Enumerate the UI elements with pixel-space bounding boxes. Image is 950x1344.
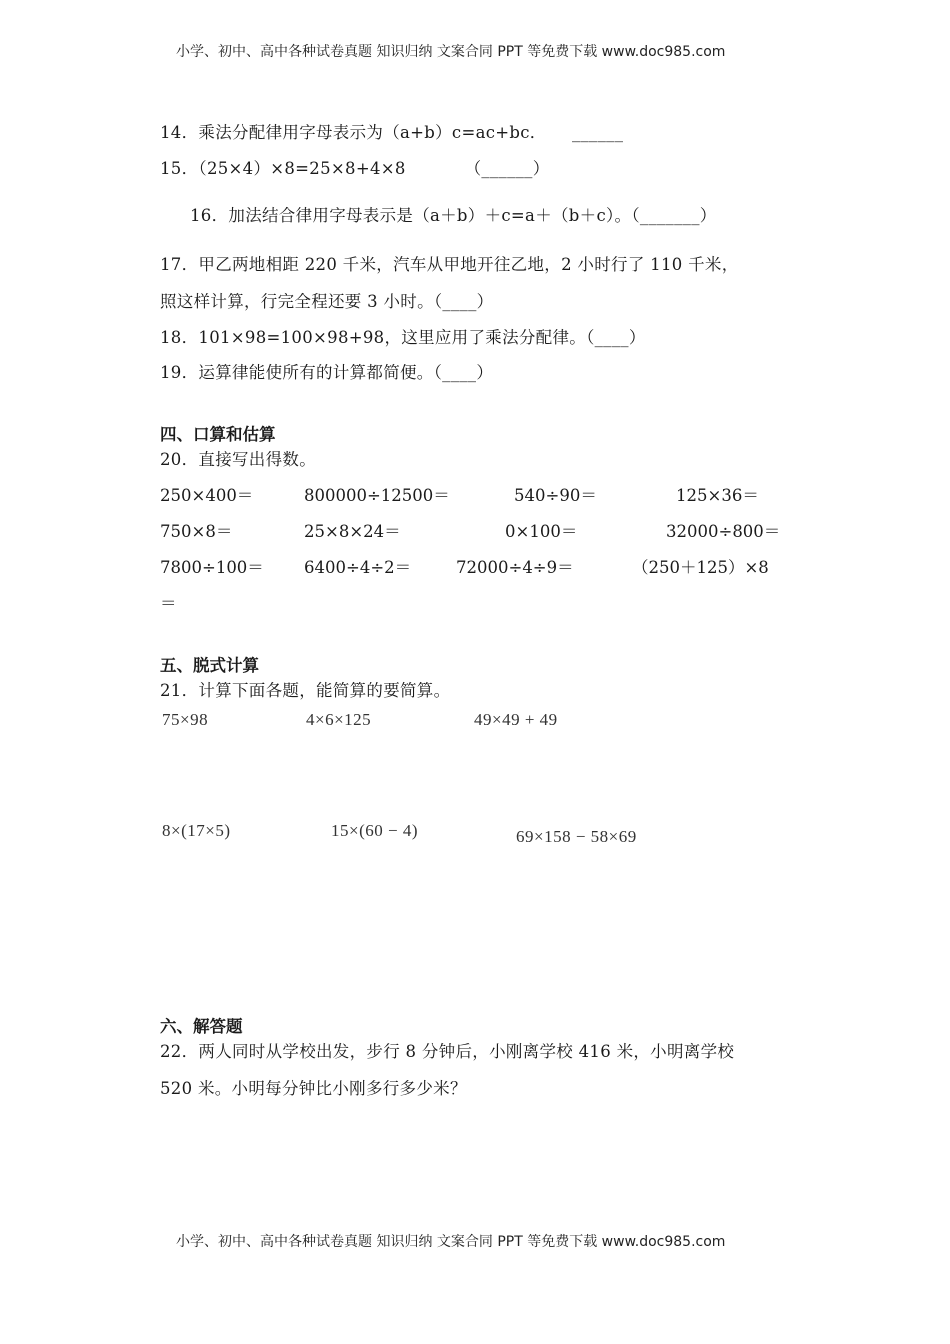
oral-calc-cell: （250＋125）×8: [632, 558, 769, 577]
oral-calc-cell: 800000÷12500＝: [304, 486, 450, 505]
oral-calc-cell: 540÷90＝: [514, 486, 597, 505]
oral-calc-cell: 6400÷4÷2＝: [304, 558, 412, 577]
calc-expression: 69×158 − 58×69: [516, 827, 637, 846]
oral-calc-cell: 32000÷800＝: [666, 522, 781, 541]
section-4-title: 四、口算和估算: [160, 425, 276, 444]
question-15: 15．（25×4）×8=25×8+4×8 （______）: [160, 159, 550, 178]
question-22-line2: 520 米。小明每分钟比小刚多行多少米？: [160, 1079, 467, 1098]
question-19: 19．运算律能使所有的计算都简便。（____）: [160, 363, 494, 382]
page-header: 小学、初中、高中各种试卷真题 知识归纳 文案合同 PPT 等免费下载 www.doc985.com: [176, 44, 726, 60]
question-17-line1: 17．甲乙两地相距 220 千米，汽车从甲地开往乙地，2 小时行了 110 千米，: [160, 255, 739, 274]
oral-calc-cell: 25×8×24＝: [304, 522, 401, 541]
oral-calc-cell: 750×8＝: [160, 522, 233, 541]
calc-expression: 75×98: [162, 710, 209, 729]
question-20: 20．直接写出得数。: [160, 450, 316, 469]
oral-calc-cell: 7800÷100＝: [160, 558, 264, 577]
section-6-title: 六、解答题: [160, 1017, 243, 1036]
calc-expression: 49×49 + 49: [474, 710, 558, 729]
question-21: 21．计算下面各题，能简算的要简算。: [160, 681, 451, 700]
oral-calc-cell: 125×36＝: [676, 486, 759, 505]
oral-calc-cell: 72000÷4÷9＝: [456, 558, 574, 577]
calc-expression: 4×6×125: [306, 710, 372, 729]
calc-expression: 8×(17×5): [162, 821, 231, 840]
question-17-line2: 照这样计算，行完全程还要 3 小时。（____）: [160, 292, 494, 311]
calc-expression: 15×(60 − 4): [331, 821, 418, 840]
question-22-line1: 22．两人同时从学校出发，步行 8 分钟后，小刚离学校 416 米，小明离学校: [160, 1042, 735, 1061]
section-5-title: 五、脱式计算: [160, 656, 259, 675]
question-16: 16．加法结合律用字母表示是（a＋b）＋c=a＋（b＋c）。（_______）: [190, 206, 717, 225]
oral-calc-tail: ＝: [160, 594, 177, 613]
oral-calc-cell: 0×100＝: [505, 522, 578, 541]
question-18: 18．101×98=100×98+98，这里应用了乘法分配律。（____）: [160, 328, 646, 347]
oral-calc-cell: 250×400＝: [160, 486, 254, 505]
page-footer: 小学、初中、高中各种试卷真题 知识归纳 文案合同 PPT 等免费下载 www.doc985.com: [176, 1234, 726, 1250]
question-14: 14．乘法分配律用字母表示为（a+b）c=ac+bc． ______: [160, 123, 624, 142]
